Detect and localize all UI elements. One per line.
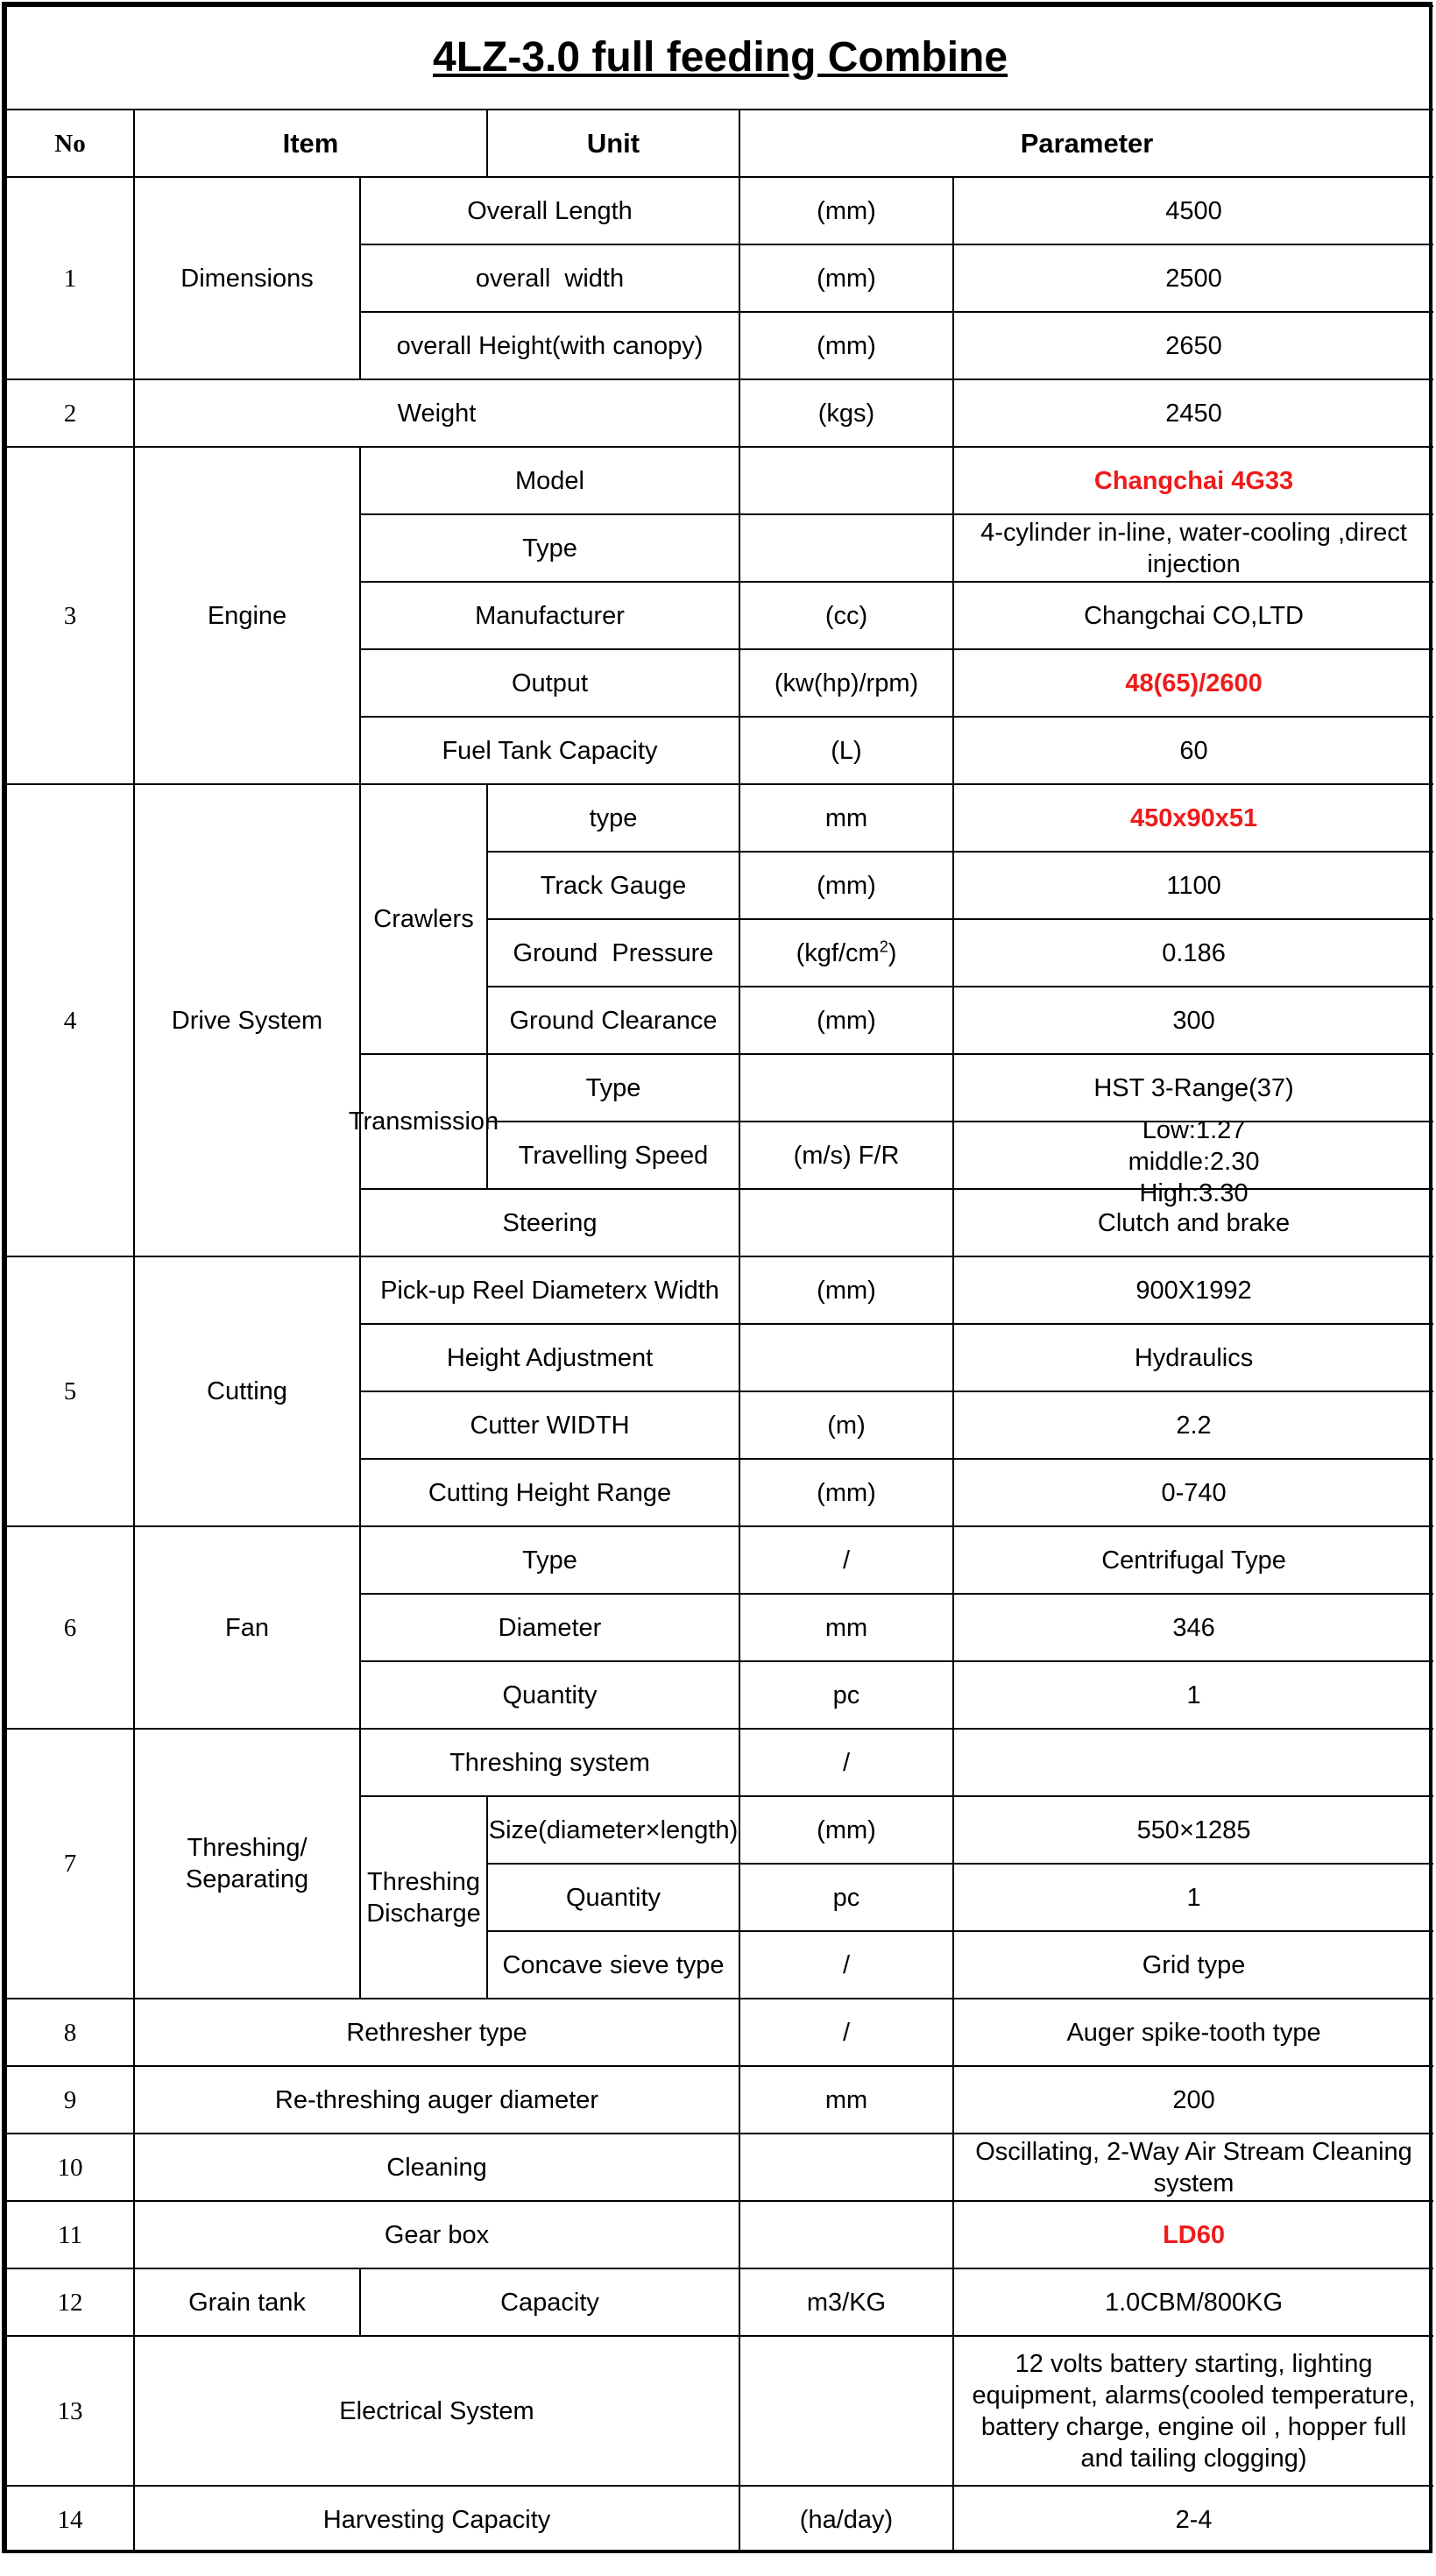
- group-label: Fan: [134, 1526, 360, 1729]
- item-unit: (mm): [739, 177, 953, 244]
- item-unit: [739, 919, 953, 987]
- item-name: Manufacturer: [360, 582, 739, 649]
- item-name: Steering: [360, 1189, 739, 1256]
- item-value: Oscillating, 2-Way Air Stream Cleaning system: [953, 2134, 1433, 2201]
- table-title: 4LZ-3.0 full feeding Combine: [6, 6, 1433, 110]
- item-name: Threshing system: [360, 1729, 739, 1796]
- item-value: Changchai 4G33: [953, 447, 1433, 514]
- item-value: 2650: [953, 312, 1433, 379]
- row-number: 10: [6, 2134, 134, 2201]
- item-unit: (ha/day): [739, 2486, 953, 2553]
- item-name: Type: [360, 514, 739, 582]
- item-value: 2450: [953, 379, 1433, 447]
- item-value: 0-740: [953, 1459, 1433, 1526]
- item-unit: (L): [739, 717, 953, 784]
- item-unit: (mm): [739, 987, 953, 1054]
- item-unit: [739, 1189, 953, 1256]
- subgroup-threshing-discharge: Threshing Discharge: [360, 1796, 487, 1999]
- header-item: Item: [134, 110, 487, 177]
- item-unit: (mm): [739, 1256, 953, 1324]
- item-name: overall width: [360, 244, 739, 312]
- row-number: 13: [6, 2336, 134, 2486]
- header-unit: Unit: [487, 110, 739, 177]
- item-name: Size(diameter×length): [487, 1796, 739, 1864]
- item-unit: (kgs): [739, 379, 953, 447]
- item-name: Cutter WIDTH: [360, 1391, 739, 1459]
- item-unit: [739, 1324, 953, 1391]
- item-unit: [739, 2336, 953, 2486]
- item-name: type: [487, 784, 739, 852]
- item-value: 450x90x51: [953, 784, 1433, 852]
- item-value: 0.186: [953, 919, 1433, 987]
- item-value: Centrifugal Type: [953, 1526, 1433, 1594]
- item-name: Quantity: [487, 1864, 739, 1931]
- row-number: 3: [6, 447, 134, 784]
- row-number: 9: [6, 2066, 134, 2134]
- item-unit: (kw(hp)/rpm): [739, 649, 953, 717]
- item-value: 200: [953, 2066, 1433, 2134]
- item-value: Grid type: [953, 1931, 1433, 1999]
- item-name: Overall Length: [360, 177, 739, 244]
- item-unit: (mm): [739, 244, 953, 312]
- item-unit: /: [739, 1526, 953, 1594]
- row-number: 14: [6, 2486, 134, 2553]
- speed-middle: middle:2.30: [1128, 1148, 1260, 1176]
- item-unit: mm: [739, 784, 953, 852]
- item-unit: [739, 1054, 953, 1122]
- item-value: HST 3-Range(37): [953, 1054, 1433, 1122]
- item-name: Rethresher type: [134, 1999, 739, 2066]
- item-value: 300: [953, 987, 1433, 1054]
- spec-sheet: [2, 2, 1432, 2553]
- item-name: Ground Clearance: [487, 987, 739, 1054]
- item-value: 1.0CBM/800KG: [953, 2268, 1433, 2336]
- item-unit: mm: [739, 2066, 953, 2134]
- item-name: Output: [360, 649, 739, 717]
- row-number: 2: [6, 379, 134, 447]
- item-value: 48(65)/2600: [953, 649, 1433, 717]
- item-name: Gear box: [134, 2201, 739, 2268]
- item-name: Type: [487, 1054, 739, 1122]
- unit-base: (kgf/cm: [796, 938, 880, 967]
- item-value: Auger spike-tooth type: [953, 1999, 1433, 2066]
- speed-low: Low:1.27: [1142, 1116, 1246, 1144]
- row-number: 5: [6, 1256, 134, 1526]
- subgroup-crawlers: Crawlers: [360, 784, 487, 1054]
- item-value: 4500: [953, 177, 1433, 244]
- item-value: 60: [953, 717, 1433, 784]
- item-value: 900X1992: [953, 1256, 1433, 1324]
- item-name: overall Height(with canopy): [360, 312, 739, 379]
- speed-values: [958, 1115, 1430, 1207]
- row-number: 1: [6, 177, 134, 379]
- row-number: 6: [6, 1526, 134, 1729]
- header-no: No: [6, 110, 134, 177]
- item-unit: (cc): [739, 582, 953, 649]
- row-number: 4: [6, 784, 134, 1256]
- item-name: Quantity: [360, 1661, 739, 1729]
- item-name: Weight: [134, 379, 739, 447]
- group-label: Cutting: [134, 1256, 360, 1526]
- item-name: Capacity: [360, 2268, 739, 2336]
- item-name: Harvesting Capacity: [134, 2486, 739, 2553]
- item-name: Ground Pressure: [487, 919, 739, 987]
- item-value: 12 volts battery starting, lighting equipment, alarms(cooled temperature, battery charge, engine oil , hopper full and tailing clogging): [953, 2336, 1433, 2486]
- group-label: Dimensions: [134, 177, 360, 379]
- subgroup-transmission-label: Transmission: [348, 1108, 499, 1136]
- item-unit: [739, 447, 953, 514]
- item-value: [953, 1116, 1433, 1207]
- item-unit: (mm): [739, 852, 953, 919]
- item-unit: /: [739, 1931, 953, 1999]
- item-name: Re-threshing auger diameter: [134, 2066, 739, 2134]
- item-value: 1: [953, 1864, 1433, 1931]
- item-value: 550×1285: [953, 1796, 1433, 1864]
- item-name: Cutting Height Range: [360, 1459, 739, 1526]
- item-name: Concave sieve type: [487, 1931, 739, 1999]
- item-unit: (mm): [739, 312, 953, 379]
- item-unit: [739, 514, 953, 582]
- item-value: Changchai CO,LTD: [953, 582, 1433, 649]
- item-name: Model: [360, 447, 739, 514]
- item-value: 4-cylinder in-line, water-cooling ,direct injection: [953, 514, 1433, 582]
- item-unit: m3/KG: [739, 2268, 953, 2336]
- item-name: Electrical System: [134, 2336, 739, 2486]
- unit-tail: ): [888, 938, 897, 967]
- item-value: 2500: [953, 244, 1433, 312]
- item-value: 1: [953, 1661, 1433, 1729]
- speed-high: High:3.30: [1139, 1179, 1249, 1207]
- group-label: Grain tank: [134, 2268, 360, 2336]
- item-unit: pc: [739, 1661, 953, 1729]
- item-unit: /: [739, 1999, 953, 2066]
- subgroup-transmission: [348, 1054, 499, 1189]
- item-value: [953, 1729, 1433, 1796]
- item-unit: (m): [739, 1391, 953, 1459]
- row-number: 7: [6, 1729, 134, 1999]
- item-name: Diameter: [360, 1594, 739, 1661]
- item-name: Type: [360, 1526, 739, 1594]
- item-value: Hydraulics: [953, 1324, 1433, 1391]
- item-name: Height Adjustment: [360, 1324, 739, 1391]
- item-unit: (m/s) F/R: [739, 1122, 953, 1189]
- item-value: 2-4: [953, 2486, 1433, 2553]
- spec-table: [5, 5, 1433, 2553]
- group-label: Engine: [134, 447, 360, 784]
- group-label: Threshing/ Separating: [134, 1729, 360, 1999]
- item-value: 1100: [953, 852, 1433, 919]
- item-unit: mm: [739, 1594, 953, 1661]
- item-unit: /: [739, 1729, 953, 1796]
- row-number: 11: [6, 2201, 134, 2268]
- row-number: 12: [6, 2268, 134, 2336]
- row-number: 8: [6, 1999, 134, 2066]
- item-value: LD60: [953, 2201, 1433, 2268]
- item-unit: (mm): [739, 1796, 953, 1864]
- item-unit: [739, 2134, 953, 2201]
- item-value: 2.2: [953, 1391, 1433, 1459]
- item-name: Cleaning: [134, 2134, 739, 2201]
- item-unit: (mm): [739, 1459, 953, 1526]
- header-parameter: Parameter: [739, 110, 1433, 177]
- item-value: 346: [953, 1594, 1433, 1661]
- item-unit: pc: [739, 1864, 953, 1931]
- item-unit: [739, 2201, 953, 2268]
- item-name: Fuel Tank Capacity: [360, 717, 739, 784]
- item-value: Clutch and brake: [953, 1189, 1433, 1256]
- item-name: Travelling Speed: [487, 1122, 739, 1189]
- group-label: Drive System: [134, 784, 360, 1256]
- unit-superscript: 2: [879, 937, 888, 955]
- item-name: Track Gauge: [487, 852, 739, 919]
- item-name: Pick-up Reel Diameterx Width: [360, 1256, 739, 1324]
